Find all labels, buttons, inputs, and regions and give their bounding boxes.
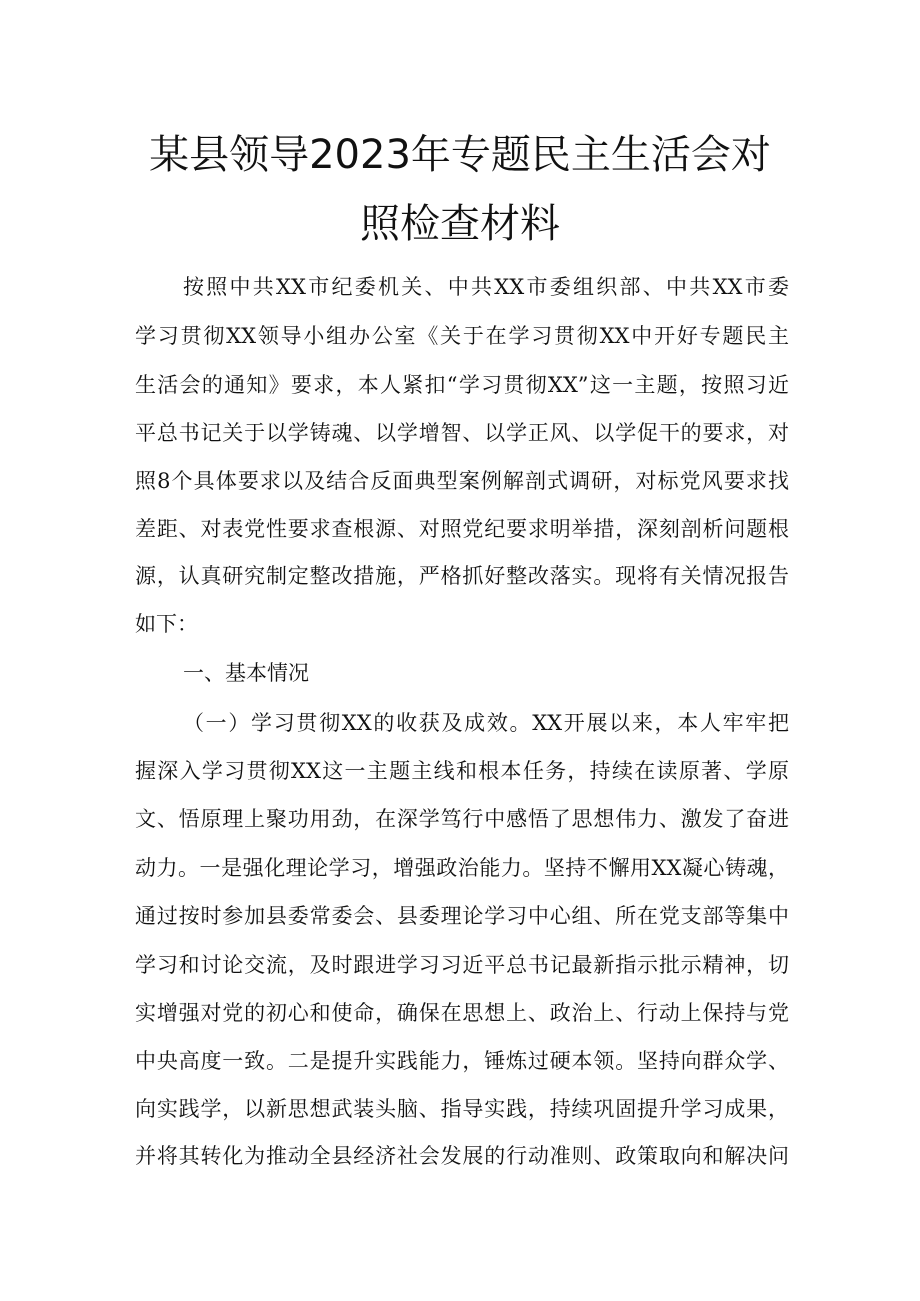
paragraph-2-line-5: 通过按时参加县委常委会、县委理论学习中心组、所在党支部等集中 [135, 904, 789, 928]
document-title-line-2: 照检查材料 [360, 201, 560, 247]
paragraph-1-line-2: 学习贯彻XX领导小组办公室《关于在学习贯彻XX中开好专题民主 [135, 324, 789, 348]
paragraph-2-line-9: 向实践学，以新思想武装头脑、指导实践，持续巩固提升学习成果， [135, 1097, 789, 1121]
paragraph-1-line-4: 平总书记关于以学铸魂、以学增智、以学正风、以学促干的要求，对 [135, 421, 789, 445]
paragraph-1-line-7: 源，认真研究制定整改措施，严格抓好整改落实。现将有关情况报告 [135, 564, 789, 588]
paragraph-2-line-6: 学习和讨论交流，及时跟进学习习近平总书记最新指示批示精神，切 [135, 953, 789, 977]
paragraph-2-line-2: 握深入学习贯彻XX这一主题主线和根本任务，持续在读原著、学原 [135, 759, 789, 783]
paragraph-1-line-5: 照8个具体要求以及结合反面典型案例解剖式调研，对标党风要求找 [135, 469, 789, 493]
paragraph-1-line-3: 生活会的通知》要求，本人紧扣“学习贯彻XX”这一主题，按照习近 [135, 373, 789, 397]
paragraph-1-line-8: 如下： [135, 612, 198, 636]
paragraph-2-line-7: 实增强对党的初心和使命，确保在思想上、政治上、行动上保持与党 [135, 1001, 789, 1025]
paragraph-1-line-6: 差距、对表党性要求查根源、对照党纪要求明举措，深刻剖析问题根 [135, 517, 789, 541]
paragraph-2-line-3: 文、悟原理上聚功用劲，在深学笃行中感悟了思想伟力、激发了奋进 [135, 807, 789, 831]
paragraph-2-line-10: 并将其转化为推动全县经济社会发展的行动准则、政策取向和解决问 [135, 1144, 789, 1168]
paragraph-2-line-4: 动力。一是强化理论学习，增强政治能力。坚持不懈用XX凝心铸魂， [135, 856, 789, 880]
section-heading-basic-situation: 一、基本情况 [183, 661, 309, 685]
paragraph-2-line-8: 中央高度一致。二是提升实践能力，锤炼过硬本领。坚持向群众学、 [135, 1049, 789, 1073]
paragraph-2-line-1: （一）学习贯彻XX的收获及成效。XX开展以来，本人牢牢把 [183, 711, 789, 735]
document-title-line-1: 某县领导2023年专题民主生活会对 [149, 132, 771, 178]
paragraph-1-line-1: 按照中共XX市纪委机关、中共XX市委组织部、中共XX市委 [183, 275, 789, 299]
